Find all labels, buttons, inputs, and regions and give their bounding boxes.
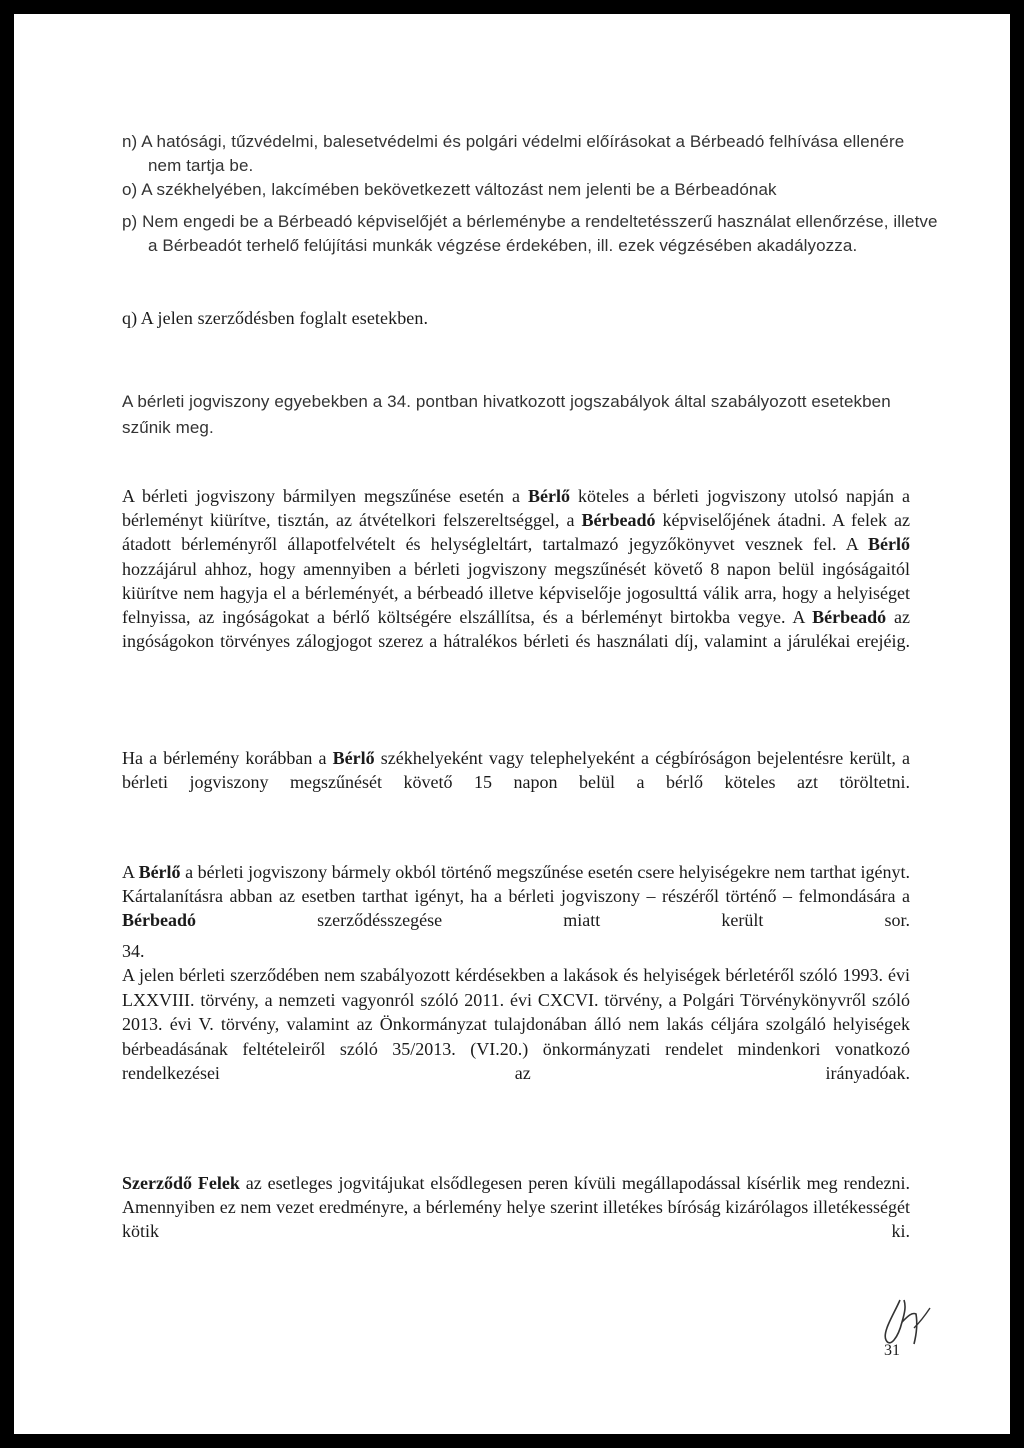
list-item-q: q) A jelen szerződésben foglalt esetekben. [122, 308, 429, 328]
paragraph-handover: A bérleti jogviszony bármilyen megszűnése esetén a Bérlő köteles a bérleti jogviszony utolsó napján a bérleményt kiürítve, tisztán, az átvételkori felszereltséggel, a Bérbeadó képviselőjének átadni. A felek az átadott bérleményről állapotfelvételt és helységleltárt, tartalmazó jegyzőkönyvet vesznek fel. A Bérlő hozzájárul ahhoz, hogy amennyiben a bérleti jogviszony megszűnését követő 8 napon belül ingóságaitól kiürítve nem hagyja el a bérleményét, a bérbeadó illetve képviselője jogosulttá válik arra, hogy a helyiséget felnyissa, az ingóságokat a bérlő költségére elszállítsa, és a bérleményt birtokba vegye. A Bérbeadó az ingóságokon törvényes zálogjogot szerez a hátralékos bérleti és használati díj, valamint a járulékai erejéig. [122, 486, 911, 652]
bold-szerzodo-felek: Szerződő Felek [122, 1173, 240, 1193]
paragraph-registration: Ha a bérlemény korábban a Bérlő székhelyeként vagy telephelyeként a cégbíróságon bejelentésre került, a bérleti jogviszony megszűnését követő 15 napon belül a bérlő köteles azt töröltetni. [122, 748, 910, 793]
list-item-p: p) Nem engedi be a Bérbeadó képviselőjét a bérleménybe a rendeltetésszerű használat ellenőrzése, illetve a Bérbeadót terhelő felújítási munkák végzése érdekében, ill. ezek végzésében akadályozza. [122, 212, 938, 255]
bold-berbeado: Bérbeadó [581, 510, 656, 531]
list-item-o: o) A székhelyében, lakcímében bekövetkezett változást nem jelenti be a Bérbeadónak [122, 180, 777, 199]
list-item-n: n) A hatósági, tűzvédelmi, balesetvédelmi és polgári védelmi előírásokat a Bérbeadó felhívása ellenére nem tartja be. [122, 132, 905, 175]
bold-berlo: Bérlő [332, 748, 375, 768]
paragraph-termination: A bérleti jogviszony egyebekben a 34. pontban hivatkozott jogszabályok által szabályozott esetekben szűnik meg. [122, 392, 891, 437]
paragraph-disputes: Szerződő Felek az esetleges jogvitájukat elsődlegesen peren kívüli megállapodással kísérlik meg rendezni. Amennyiben ez nem vezet eredményre, a bérlemény helye szerint illetékes bíróság kizárólagos illetékességét kötik ki. [122, 1173, 911, 1242]
section-number-34: 34. [122, 941, 145, 961]
bold-berlo: Bérlő [868, 534, 910, 555]
page-number: 31 [884, 1342, 900, 1359]
signature-initials [872, 1292, 942, 1352]
bold-berbeado: Bérbeadó [122, 910, 196, 931]
bold-berlo: Bérlő [138, 862, 181, 882]
bold-berlo: Bérlő [527, 486, 570, 506]
paragraph-compensation: A Bérlő a bérleti jogviszony bármely okból történő megszűnése esetén csere helyiségekre nem tarthat igényt. Kártalanításra abban az esetben tarthat igényt, ha a bérleti jogviszony – részéről történő – felmondására a Bérbeadó szerződésszegése miatt került sor. [122, 862, 910, 931]
document-page [14, 14, 1010, 1434]
paragraph-governing-law: A jelen bérleti szerződében nem szabályozott kérdésekben a lakások és helyiségek bérletéről szóló 1993. évi LXXVIII. törvény, a nemzeti vagyonról szóló 2011. évi CXCVI. törvény, a Polgári Törvénykönyvről szóló 2013. évi V. törvény, valamint az Önkormányzat tulajdonában álló nem lakás céljára szolgáló helyiségek bérbeadásának feltételeiről szóló 35/2013. (VI.20.) önkormányzati rendelet mindenkori vonatkozó rendelkezései az irányadóak. [122, 965, 910, 1084]
bold-berbeado: Bérbeadó [812, 607, 887, 628]
